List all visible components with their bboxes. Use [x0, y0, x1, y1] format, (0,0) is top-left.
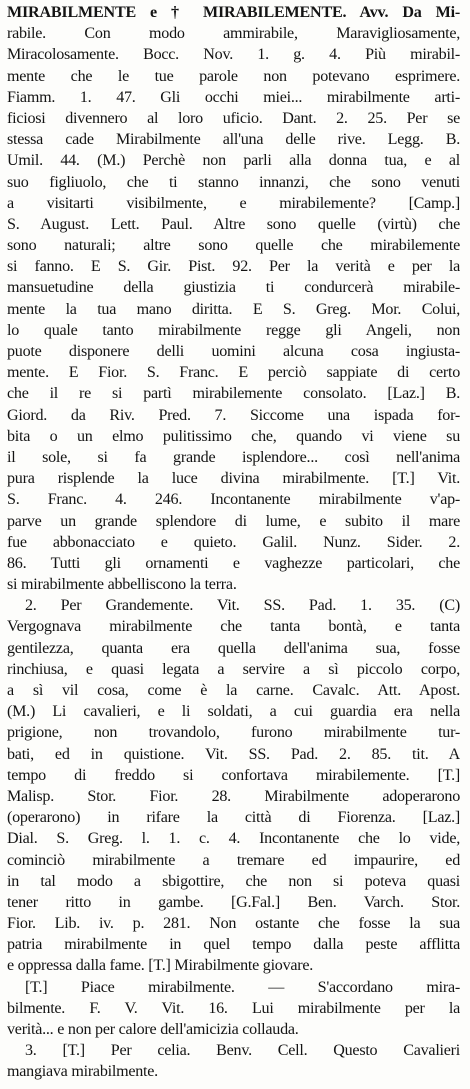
text-line: patria mirabilmente in quel tempo dalla peste afflitta [7, 936, 460, 954]
text-line: mangiava mirabilmente. [7, 1063, 158, 1081]
text-line: prigione, non trovandolo, furono mirabilmente tur- [7, 724, 460, 742]
text-line: pura risplende la luce divina mirabilmente. [T.] Vit. [7, 470, 460, 488]
text-line: si fanno. E S. Gir. Pist. 92. Per la verità e per la [7, 258, 460, 276]
text-line: stessa cade Mirabilmente all'una delle rive. Legg. B. [7, 131, 460, 149]
text-line: (operarono) in rifare la città di Fiorenza. [Laz.] [7, 809, 460, 827]
text-line: a sì vil cosa, come è la carne. Cavalc. Att. Apost. [7, 682, 460, 699]
text-line: il sole, si fa grande isplendore... così nell'anima [7, 448, 460, 466]
sense-2-line: 2. Per Grandemente. Vit. SS. Pad. 1. 35. (C) [25, 597, 460, 615]
text-line: fue abbonacciato e quieto. Galil. Nunz. Sider. 2. [7, 533, 460, 551]
text-line: bati, ed in quistione. Vit. SS. Pad. 2. 85. tit. A [7, 745, 460, 763]
text-line: Vergognava mirabilmente che tanta bontà, e tanta [7, 618, 460, 636]
entry-headword-line: MIRABILMENTE e † MIRABILEMENTE. Avv. Da Mi- [7, 4, 460, 21]
text-line: e oppressa dalla fame. [T.] Mirabilmente giovare. [7, 957, 314, 975]
text-line: Dial. S. Greg. l. 1. c. 4. Incontanente che lo vide, [7, 830, 460, 848]
text-line: bilmente. F. V. Vit. 16. Lui mirabilmente per la [7, 999, 460, 1017]
text-line: rinchiusa, e quasi legata a servire a sì piccolo corpo, [7, 660, 460, 678]
text-line: Malisp. Stor. Fior. 28. Mirabilmente adoperarono [7, 787, 460, 805]
text-line: puote disponere delli uomini alcuna cosa ingiusta- [7, 343, 460, 360]
text-line: Fior. Lib. iv. p. 281. Non ostante che fosse la sua [7, 915, 460, 933]
text-line: parve un grande splendore di lume, e subito il mare [7, 512, 460, 530]
sense-3-line: 3. [T.] Per celia. Benv. Cell. Questo Cavalieri [25, 1042, 460, 1060]
text-line: verità... e non per calore dell'amicizia collauda. [7, 1021, 299, 1038]
text-line: rabile. Con modo ammirabile, Maravigliosamente, [7, 25, 460, 43]
text-line: bita o un elmo pulitissimo che, quando vi viene su [7, 427, 460, 445]
text-line: mente. E Fior. S. Franc. E perciò sappiate di certo [7, 364, 460, 382]
text-line: gentilezza, quanta era quella dell'anima sua, fosse [7, 639, 460, 657]
text-line: suo figliuolo, che ti stanno innanzi, che sono venuti [7, 173, 460, 191]
text-line: mente che le tue parole non potevano esprimere. [7, 67, 460, 85]
text-line: tener ritto in gambe. [G.Fal.] Ben. Varch. Stor. [7, 893, 460, 911]
text-line: ficiosi divennero al loro uficio. Dant. 2. 25. Per se [7, 109, 460, 127]
text-line: si mirabilmente abbelliscono la terra. [7, 576, 237, 594]
text-line: in tal modo a sbigottire, che non si poteva quasi [7, 872, 460, 890]
text-line: a visitarti visibilmente, e mirabilemente? [Camp.] [7, 194, 460, 212]
text-line: (M.) Li cavalieri, e li soldati, a cui guardia era nella [7, 703, 460, 721]
text-line: 86. Tutti gli ornamenti e vaghezze particolari, che [7, 554, 460, 572]
text-line: S. Franc. 4. 246. Incontanente mirabilmente v'ap- [7, 491, 460, 509]
text-line: Miracolosamente. Bocc. Nov. 1. g. 4. Più mirabil- [7, 46, 460, 64]
text-line: Giord. da Riv. Pred. 7. Siccome una ispada for- [7, 406, 460, 424]
text-line: mente la tua mano diritta. E S. Greg. Mor. Colui, [7, 300, 460, 318]
text-line: sono naturali; altre sono quelle che mirabilemente [7, 237, 460, 255]
text-line: mansuetudine della giustizia ti condurcerà mirabile- [7, 279, 460, 297]
text-line: che il re si partì mirabilemente consolato. [Laz.] B. [7, 385, 460, 403]
text-line: [T.] Piace mirabilmente. — S'accordano mira- [25, 978, 460, 996]
text-line: cominciò mirabilmente a tremare ed impaurire, ed [7, 851, 460, 869]
text-line: S. August. Lett. Paul. Altre sono quelle (virtù) che [7, 215, 460, 233]
text-line: lo quale tanto mirabilmente regge gli Angeli, non [7, 321, 460, 339]
text-line: Umil. 44. (M.) Perchè non parli alla donna tua, e al [7, 152, 460, 170]
text-line: tempo di freddo si confortava mirabilemente. [T.] [7, 766, 460, 784]
text-line: Fiamm. 1. 47. Gli occhi miei... mirabilmente arti- [7, 88, 460, 106]
